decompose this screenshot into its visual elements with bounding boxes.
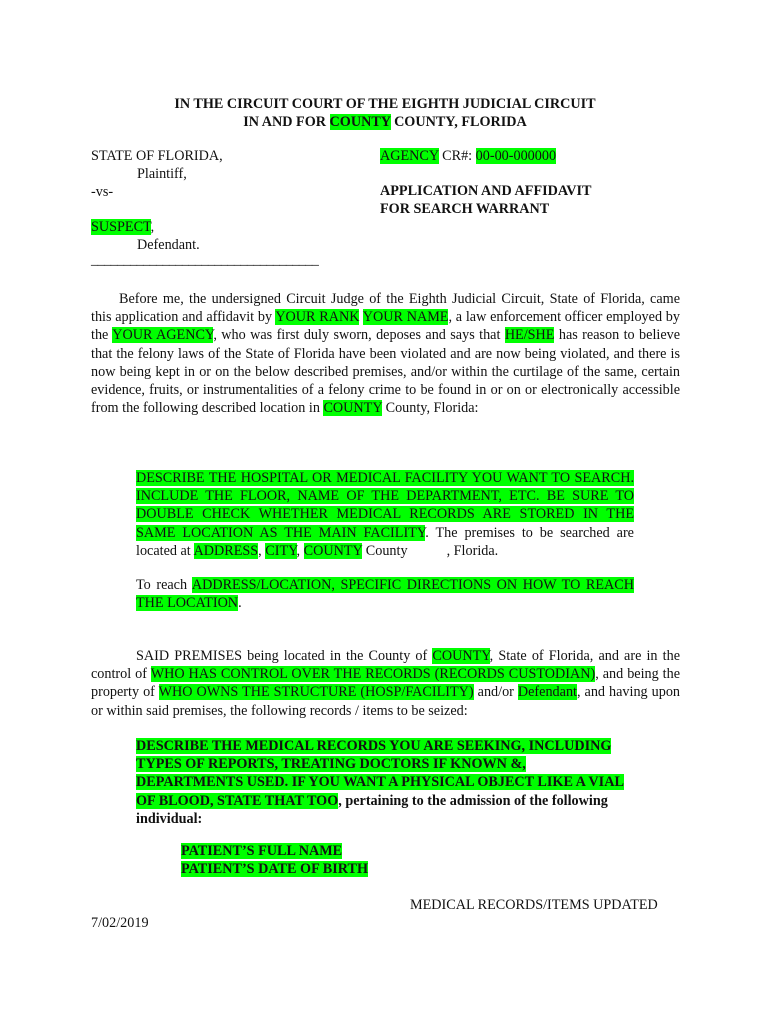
- structure-owner-placeholder: WHO OWNS THE STRUCTURE (HOSP/FACILITY): [158, 684, 474, 701]
- pronoun-placeholder: HE/SHE: [504, 327, 555, 344]
- document-title-line2: FOR SEARCH WARRANT: [380, 201, 550, 217]
- plaintiff-role: Plaintiff,: [137, 166, 187, 182]
- affidavit-intro-paragraph: [91, 290, 680, 417]
- intro-text-6: County, Florida:: [382, 400, 479, 417]
- premises-control-paragraph: [91, 647, 680, 720]
- cr-label: CR#:: [438, 148, 476, 164]
- rank-placeholder: YOUR RANK: [275, 309, 360, 326]
- intro-text-1: Before me, the undersigned Circuit Judge of the Eighth Judicial Circuit, State of Florida, came this application and affidavit by: [91, 291, 680, 326]
- directions-text-2: .: [238, 595, 242, 612]
- county-placeholder-2: COUNTY: [323, 400, 383, 417]
- address-placeholder: ADDRESS: [193, 542, 259, 559]
- defendant-comma: ,: [150, 219, 155, 235]
- defendant-placeholder: Defendant: [517, 684, 577, 701]
- cr-number: 00-00-000000: [475, 148, 557, 164]
- suspect-placeholder: SUSPECT: [91, 219, 151, 235]
- records-custodian-placeholder: WHO HAS CONTROL OVER THE RECORDS (RECORDS CUSTODIAN): [150, 666, 596, 683]
- directions-paragraph: [136, 576, 634, 612]
- patient-name: [181, 843, 342, 860]
- court-header-suffix: COUNTY, FLORIDA: [390, 114, 527, 130]
- premises-text-4: and/or: [473, 684, 518, 701]
- premises-text-3: , and being the property of: [91, 666, 681, 701]
- patient-name-placeholder: PATIENT’S FULL NAME: [181, 843, 343, 859]
- premises-text-1: SAID PREMISES being located in the County of: [136, 648, 433, 664]
- court-header-line2: [0, 113, 770, 131]
- records-description-placeholder: DESCRIBE THE MEDICAL RECORDS YOU ARE SEEKING, INCLUDING TYPES OF REPORTS, TREATING DOCTORS IF KNOWN &, DEPARTMENTS USED. IF YOU WANT A PHYSICAL OBJECT LIKE A VIAL OF BLOOD, STATE THAT TOO: [136, 738, 624, 809]
- document-title-line1: APPLICATION AND AFFIDAVIT: [380, 183, 592, 199]
- patient-dob: [181, 861, 368, 878]
- premises-text-2: , State of Florida, and are in the control of: [91, 648, 680, 683]
- defendant-role: Defendant.: [137, 237, 200, 253]
- intro-text-5: has reason to believe that the felony laws of the State of Florida have been violated and are now being violated, and there is now being kept in or on the below described premises, and/or within the curtilage of the same, certain evidence, fruits, or instrumentalities of a felony crime to be found in or on or electronically accessible from the following described location in: [91, 327, 681, 417]
- versus-label: -vs-: [91, 184, 114, 200]
- location-text-1: . The premises to be searched are located at: [136, 524, 634, 559]
- form-footer-title: MEDICAL RECORDS/ITEMS UPDATED: [410, 897, 658, 913]
- caption-rule: ___________________________________: [91, 252, 319, 268]
- court-header-line1: IN THE CIRCUIT COURT OF THE EIGHTH JUDICIAL CIRCUIT: [174, 96, 596, 112]
- location-text-4: County , Florida.: [362, 542, 499, 559]
- county-placeholder: COUNTY: [329, 114, 391, 130]
- defendant-name: [91, 219, 154, 236]
- location-text-2: ,: [258, 542, 266, 559]
- location-text-3: ,: [296, 542, 304, 559]
- records-description: [136, 737, 636, 828]
- records-text-1: , pertaining to the admission of the following individual:: [136, 792, 608, 827]
- name-placeholder: YOUR NAME: [362, 309, 449, 326]
- intro-text-3: , a law enforcement officer employed by the: [91, 309, 680, 344]
- case-number-line: [380, 148, 556, 165]
- form-footer-date: 7/02/2019: [91, 915, 149, 931]
- city-placeholder: CITY: [265, 542, 297, 559]
- court-header: [0, 95, 770, 131]
- premises-text-5: , and having upon or within said premises, the following records / items to be seized:: [91, 684, 681, 719]
- patient-dob-placeholder: PATIENT’S DATE OF BIRTH: [181, 861, 368, 877]
- county-placeholder-3: COUNTY: [303, 542, 363, 559]
- plaintiff-name: STATE OF FLORIDA,: [91, 148, 223, 164]
- county-placeholder-4: COUNTY: [432, 648, 490, 664]
- facility-description-placeholder: DESCRIBE THE HOSPITAL OR MEDICAL FACILITY YOU WANT TO SEARCH. INCLUDE THE FLOOR, NAME OF THE DEPARTMENT, ETC. BE SURE TO DOUBLE CHECK WHETHER MEDICAL RECORDS ARE STORED IN THE SAME LOCATION AS THE MAIN FACILITY: [136, 470, 634, 541]
- agency-placeholder: AGENCY: [380, 148, 439, 164]
- directions-text-1: To reach: [136, 577, 192, 593]
- directions-placeholder: ADDRESS/LOCATION, SPECIFIC DIRECTIONS ON HOW TO REACH THE LOCATION: [136, 577, 634, 612]
- intro-text-4: , who was first duly sworn, deposes and says that: [213, 327, 505, 344]
- court-header-prefix: IN AND FOR: [243, 114, 330, 130]
- location-description: [136, 469, 634, 560]
- agency-name-placeholder: YOUR AGENCY: [112, 327, 214, 344]
